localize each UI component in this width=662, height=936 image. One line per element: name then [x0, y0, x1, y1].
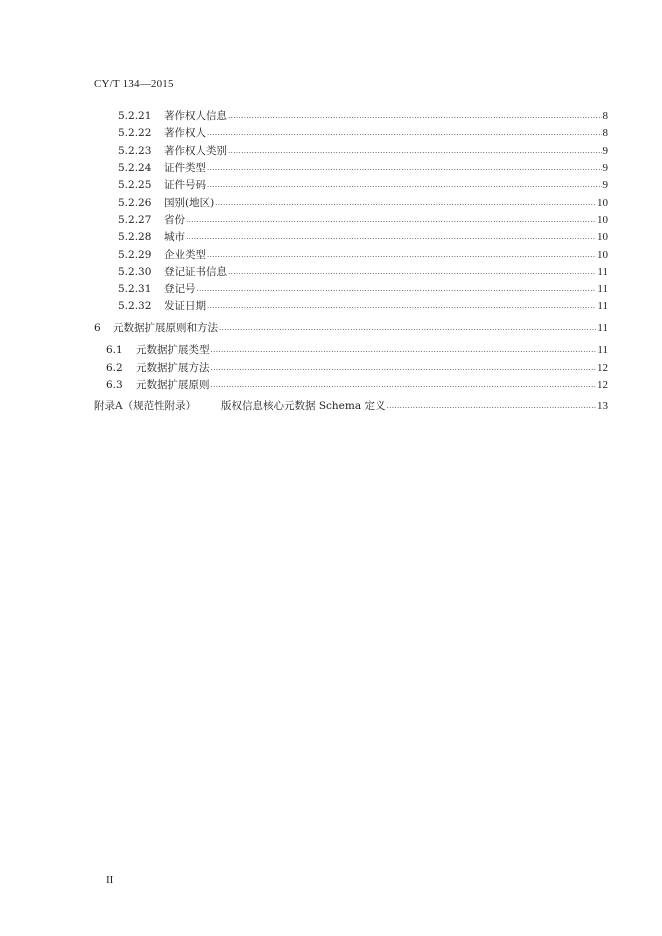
toc-leader-dots	[207, 299, 596, 313]
toc-entry-title: 省份	[164, 214, 185, 226]
toc-entry-page: 10	[597, 197, 608, 209]
toc-entry-title: 证件类型	[164, 162, 206, 174]
toc-entry-number: 5.2.28	[118, 231, 152, 243]
toc-entry-number: 6.3	[106, 379, 123, 391]
toc-entry-page: 9	[602, 179, 608, 191]
toc-leader-dots	[207, 178, 602, 192]
toc-entry-title: 版权信息核心元数据 Schema 定义	[221, 400, 386, 412]
toc-leader-dots	[186, 230, 596, 244]
toc-leader-dots	[228, 144, 602, 158]
toc-entry-5-2-27[interactable]	[118, 213, 608, 228]
toc-leader-dots	[386, 399, 596, 413]
toc-leader-dots	[228, 109, 602, 123]
toc-entry-number: 5.2.24	[118, 162, 152, 174]
toc-entry-5-2-29[interactable]	[118, 248, 608, 263]
toc-entry-6[interactable]	[94, 321, 608, 336]
toc-leader-dots	[211, 343, 597, 357]
toc-entry-page: 9	[602, 162, 608, 174]
toc-entry-5-2-28[interactable]	[118, 230, 608, 245]
toc-entry-page: 8	[602, 127, 608, 139]
toc-leader-dots	[215, 196, 596, 210]
toc-leader-dots	[219, 321, 596, 335]
toc-entry-number: 5.2.23	[118, 145, 152, 157]
toc-entry-5-2-31[interactable]	[118, 282, 608, 297]
toc-entry-page: 10	[597, 231, 608, 243]
toc-entry-page: 10	[597, 249, 608, 261]
page-number: II	[106, 874, 114, 886]
toc-entry-title: 登记证书信息	[164, 266, 227, 278]
toc-leader-dots	[207, 248, 596, 262]
toc-leader-dots	[197, 282, 597, 296]
toc-entry-5-2-30[interactable]	[118, 265, 608, 280]
toc-entry-page: 10	[597, 214, 608, 226]
toc-entry-number: 5.2.30	[118, 266, 152, 278]
toc-entry-title: 登记号	[164, 283, 196, 295]
toc-entry-title: 元数据扩展类型	[136, 344, 210, 356]
toc-entry-5-2-26[interactable]	[118, 196, 608, 211]
toc-entry-number: 附录A（规范性附录）	[94, 400, 197, 412]
toc-entry-6-3[interactable]	[106, 378, 608, 393]
toc-entry-number: 5.2.29	[118, 249, 152, 261]
toc-entry-title: 证件号码	[164, 179, 206, 191]
toc-leader-dots	[207, 161, 602, 175]
toc-entry-number: 5.2.27	[118, 214, 152, 226]
toc-entry-title: 城市	[164, 231, 185, 243]
toc-entry-page: 8	[602, 110, 608, 122]
toc-entry-title: 企业类型	[164, 249, 206, 261]
toc-entry-6-1[interactable]	[106, 343, 608, 358]
toc-entry-number: 6	[94, 322, 101, 334]
toc-leader-dots	[207, 126, 602, 140]
toc-entry-6-2[interactable]	[106, 361, 608, 376]
toc-entry-page: 13	[597, 400, 608, 412]
toc-entry-number: 5.2.31	[118, 283, 152, 295]
toc-entry-title: 元数据扩展原则和方法	[113, 322, 218, 334]
toc-entry-page: 12	[597, 362, 608, 374]
toc-entry-page: 11	[597, 266, 608, 278]
document-id-header: CY/T 134—2015	[94, 78, 174, 90]
toc-entry-number: 5.2.26	[118, 197, 152, 209]
toc-leader-dots	[228, 265, 596, 279]
toc-entry-number: 5.2.32	[118, 300, 152, 312]
toc-leader-dots	[186, 213, 596, 227]
toc-entry-title: 国别(地区)	[164, 197, 215, 209]
toc-leader-dots	[211, 378, 597, 392]
toc-entry-title: 著作权人类别	[164, 145, 227, 157]
toc-entry-number: 5.2.25	[118, 179, 152, 191]
toc-entry-title: 元数据扩展原则	[136, 379, 210, 391]
toc-entry-number: 5.2.22	[118, 127, 152, 139]
toc-entry-title: 著作权人	[164, 127, 206, 139]
toc-entry-5-2-32[interactable]	[118, 299, 608, 314]
toc-leader-dots	[211, 361, 597, 375]
toc-entry-page: 11	[597, 283, 608, 295]
toc-entry-page: 11	[597, 322, 608, 334]
toc-entry-appendix-a[interactable]	[94, 399, 608, 414]
toc-entry-page: 11	[597, 344, 608, 356]
toc-entry-5-2-21[interactable]	[118, 109, 608, 124]
toc-entry-5-2-22[interactable]	[118, 126, 608, 141]
toc-entry-5-2-23[interactable]	[118, 144, 608, 159]
toc-entry-page: 12	[597, 379, 608, 391]
toc-entry-number: 6.2	[106, 362, 123, 374]
toc-entry-5-2-24[interactable]	[118, 161, 608, 176]
toc-entry-page: 11	[597, 300, 608, 312]
toc-entry-5-2-25[interactable]	[118, 178, 608, 193]
toc-entry-title: 著作权人信息	[164, 110, 227, 122]
toc-entry-number: 5.2.21	[118, 110, 152, 122]
toc-entry-title: 元数据扩展方法	[136, 362, 210, 374]
toc-entry-page: 9	[602, 145, 608, 157]
toc-entry-title: 发证日期	[164, 300, 206, 312]
toc-entry-number: 6.1	[106, 344, 123, 356]
